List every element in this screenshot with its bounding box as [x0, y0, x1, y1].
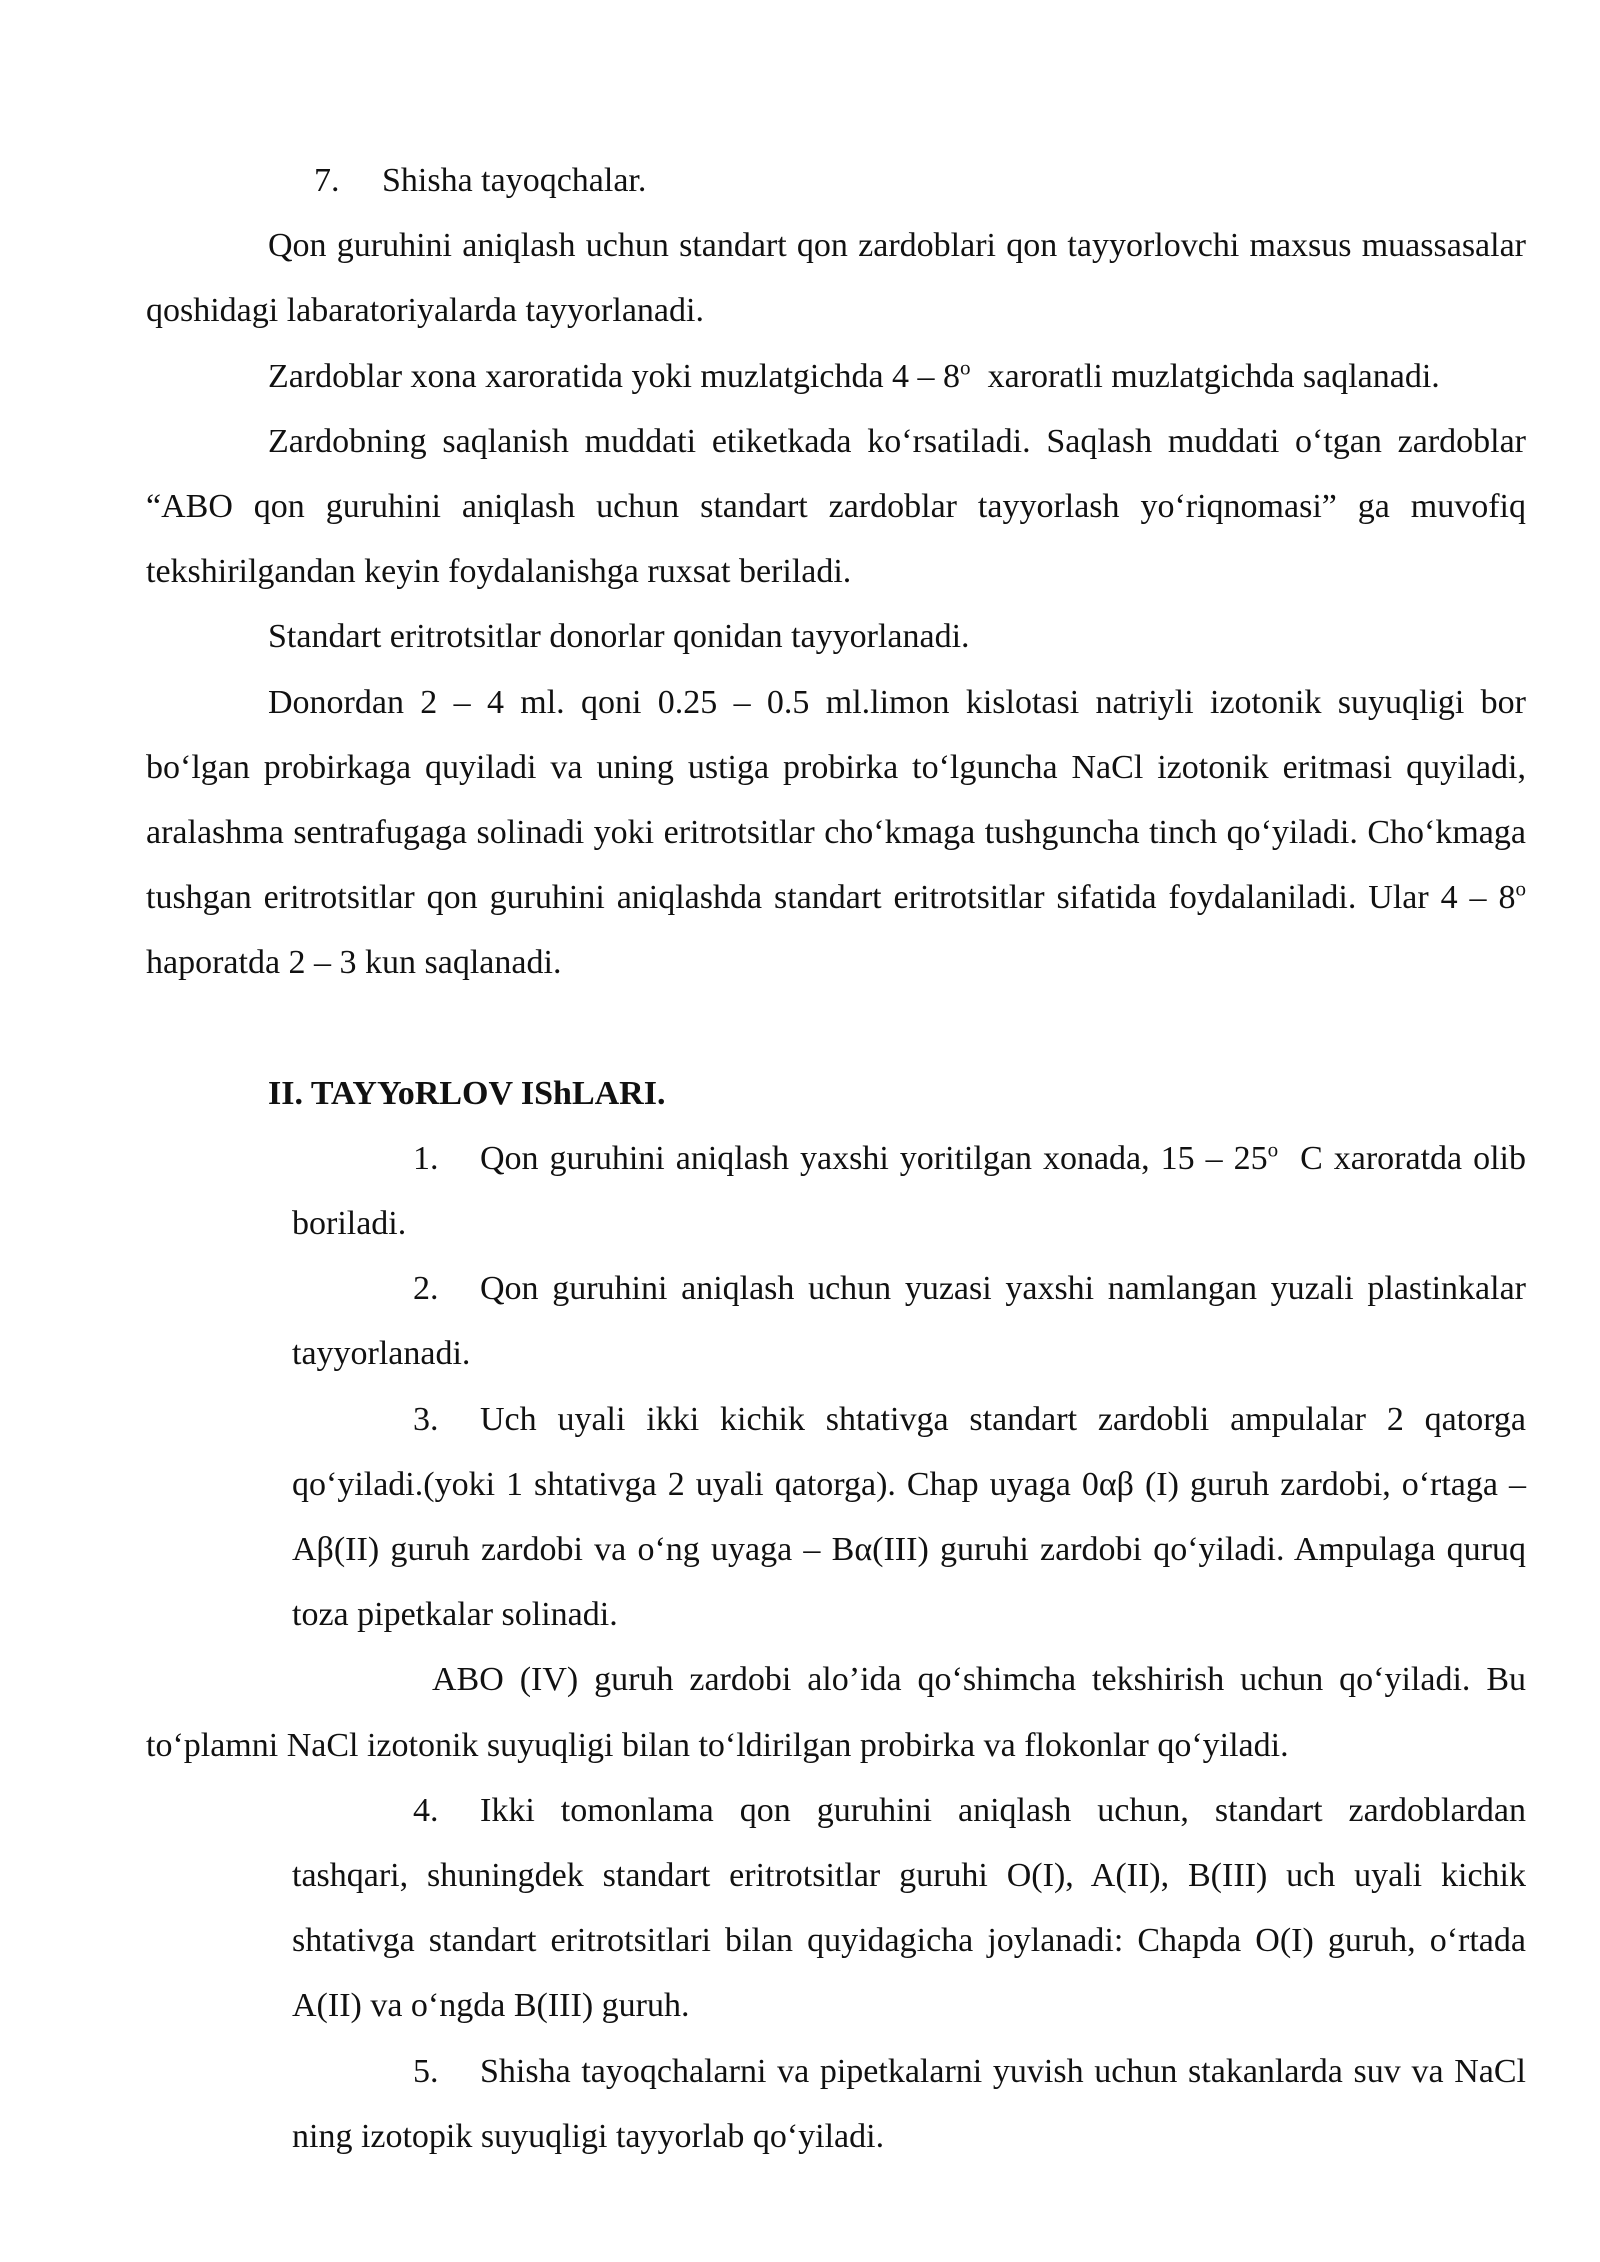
list-number: 2. [413, 1270, 439, 1308]
list-item-7 [146, 148, 1526, 213]
list-number: 3. [413, 1400, 439, 1438]
paragraph-standard-erythrocytes: Standart eritrotsitlar donorlar qonidan tayyorlanadi. [268, 618, 970, 656]
document-page [146, 148, 1543, 2169]
list-item-4: 4. Ikki tomonlama qon guruhini aniqlash uchun, standart zardoblardan tashqari, shuningdek standart eritrotsitlar guruhi O(I), A(II), B(III) uch uyali kichik shtativga standart eritrotsitlari bilan quyidagicha joylanadi: Chapda O(I) guruh, o‘rtada A(II) va o‘ngda B(III) guruh. [292, 1778, 1526, 2039]
list-item-text: Shisha tayoqchalar. [382, 162, 647, 199]
list-number: 7. [314, 162, 340, 199]
list-number: 5. [413, 2052, 439, 2090]
list-number: 4. [413, 1791, 439, 1829]
degree-mark: o [1267, 1137, 1279, 1162]
paragraph-serum-preparation: Qon guruhini aniqlash uchun standart qon zardoblari qon tayyorlovchi maxsus muassasalar qoshidagi labaratoriyalarda tayyorlanadi. [146, 227, 1526, 330]
paragraph-serum-shelf-life: Zardobning saqlanish muddati etiketkada ko‘rsatiladi. Saqlash muddati o‘tgan zardoblar “ABO qon guruhini aniqlash uchun standart zardoblar tayyorlash yo‘riqnomasi” ga muvofiq tekshirilgandan keyin foydalanishga ruxsat beriladi. [146, 422, 1526, 591]
list-item-5: 5. Shisha tayoqchalarni va pipetkalarni yuvish uchun stakanlarda suv va NaCl ning izotopik suyuqligi tayyorlab qo‘yiladi. [292, 2039, 1526, 2169]
paragraph-serum-storage: Zardoblar xona xaroratida yoki muzlatgichda 4 – 8$^o$ xaroratli muzlatgichda saqlanadi. [268, 354, 1440, 395]
list-item-3: 3. Uch uyali ikki kichik shtativga standart zardobli ampulalar 2 qatorga qo‘yiladi.(yoki 1 shtativga 2 uyali qatorga). Chap uyaga 0αβ (I) guruh zardobi, o‘rtaga – Aβ(II) guruh zardobi va o‘ng uyaga – Bα(III) guruhi zardobi qo‘yiladi. Ampulaga quruq toza pipetkalar solinadi. [292, 1387, 1526, 1648]
list-item-1: 1. Qon guruhini aniqlash yaxshi yoritilgan xonada, 15 – 25$^o$ C xaroratda olib boriladi. [292, 1126, 1526, 1256]
preparation-steps-list [146, 1126, 1535, 1648]
list-item-2: 2. Qon guruhini aniqlash uchun yuzasi yaxshi namlangan yuzali plastinkalar tayyorlanadi. [292, 1256, 1526, 1386]
paragraph-donor-blood: Donordan 2 – 4 ml. qoni 0.25 – 0.5 ml.limon kislotasi natriyli izotonik suyuqligi bor bo‘lgan probirkaga quyiladi va uning ustiga probirka to‘lguncha NaCl izotonik eritmasi quyiladi, aralashma sentrafugaga solinadi yoki eritrotsitlar cho‘kmaga tushguncha tinch qo‘yiladi. Cho‘kmaga tushgan eritrotsitlar qon guruhini aniqlashda standart eritrotsitlar sifatida foydalaniladi. Ular 4 – 8$^o$ haporatda 2 – 3 kun saqlanadi. [146, 683, 1543, 982]
degree-mark: o [1515, 876, 1526, 901]
list-number: 1. [413, 1139, 439, 1177]
degree-mark: o [960, 354, 971, 379]
section-heading: II. TAYYoRLOV IShLARI. [268, 1074, 666, 1112]
preparation-steps-list-continued [146, 1778, 1526, 2169]
paragraph-abo-serum: ABO (IV) guruh zardobi alo’ida qo‘shimcha tekshirish uchun qo‘yiladi. Bu to‘plamni NaCl izotonik suyuqligi bilan to‘ldirilgan probirka va flokonlar qo‘yiladi. [146, 1661, 1526, 1764]
